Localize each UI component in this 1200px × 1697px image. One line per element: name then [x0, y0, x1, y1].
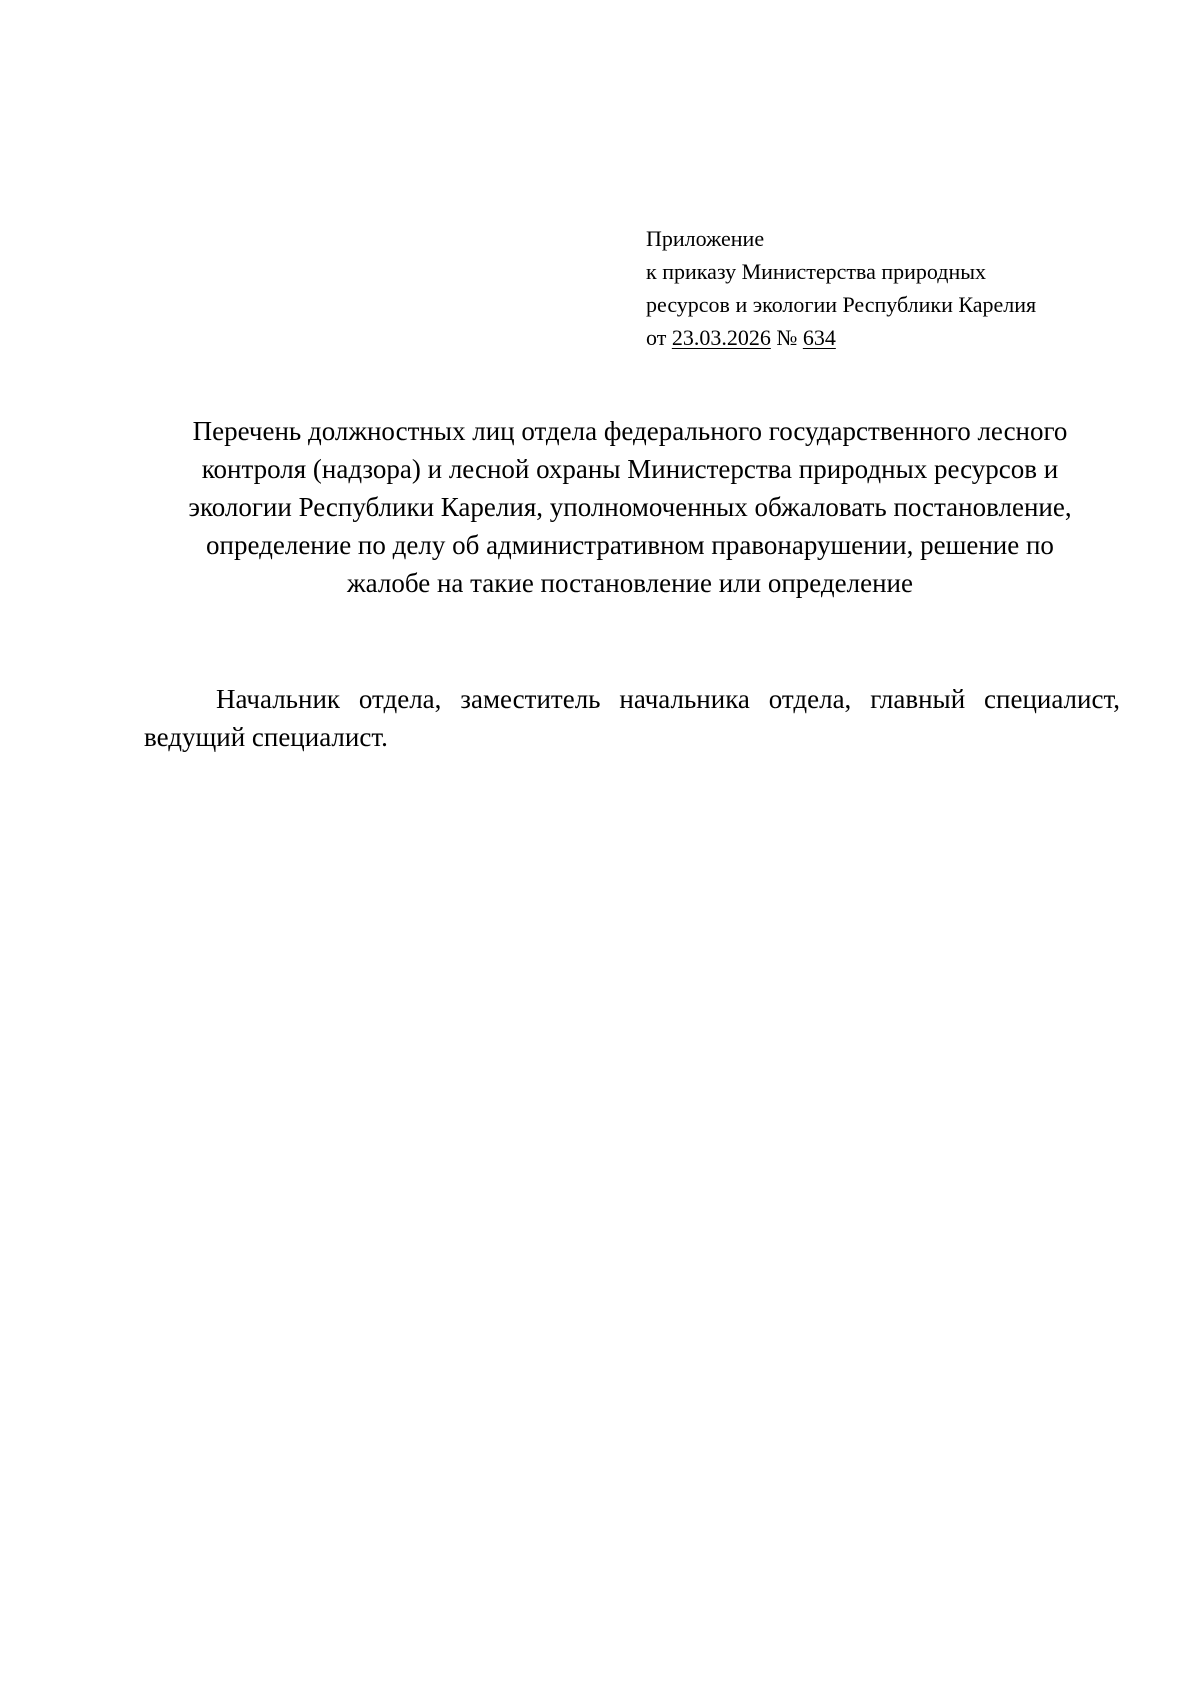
title-line: контроля (надзора) и лесной охраны Министерства природных ресурсов и — [201, 454, 1059, 484]
appendix-header — [646, 222, 1166, 354]
paragraph-line: Начальник отдела, заместитель начальника отдела, главный специалист, — [216, 684, 1120, 714]
number-sign: № — [776, 325, 798, 350]
paragraph-line: ведущий специалист. — [144, 722, 388, 752]
order-number: 634 — [802, 325, 836, 350]
appendix-order-reference: к приказу Министерства природных — [646, 259, 987, 284]
order-date: 23.03.2026 — [671, 325, 771, 350]
title-line: экологии Республики Карелия, уполномоченных обжаловать постановление, — [188, 492, 1072, 522]
title-line: определение по делу об административном правонарушении, решение по — [206, 530, 1054, 560]
date-prefix: от — [646, 325, 667, 350]
appendix-ministry-name: ресурсов и экологии Республики Карелия — [646, 292, 1037, 317]
appendix-date-number-line — [646, 321, 1166, 354]
title-line: Перечень должностных лиц отдела федерального государственного лесного — [192, 416, 1068, 446]
document-title — [130, 412, 1130, 602]
positions-paragraph — [144, 680, 1120, 756]
title-line: жалобе на такие постановление или определение — [347, 568, 913, 598]
appendix-label: Приложение — [646, 226, 765, 251]
